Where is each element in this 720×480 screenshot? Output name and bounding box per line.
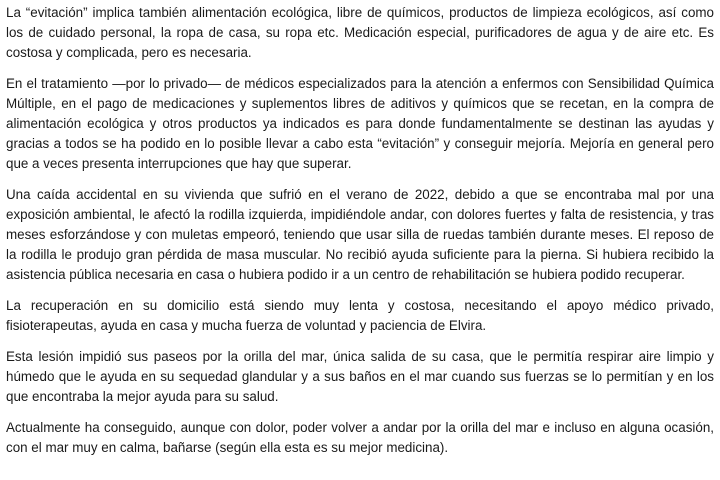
paragraph-tratamiento: En el tratamiento —por lo privado— de médicos especializados para la atención a enfermos con Sensibilidad Química Múltiple, en el pago de medicaciones y suplementos libres de aditivos y químicos que se recetan, en la compra de alimentación ecológica y otros productos ya indicados es para donde fundamentalmente se destinan las ayudas y gracias a todos se ha podido en lo posible llevar a cabo esta “evitación” y conseguir mejoría. Mejoría en general pero que a veces presenta interrupciones que hay que superar. <box>6 76 714 171</box>
paragraph-lesion-paseos: Esta lesión impidió sus paseos por la orilla del mar, única salida de su casa, que le permitía respirar aire limpio y húmedo que le ayuda en su sequedad glandular y a sus baños en el mar cuando sus fuerzas se lo permitían y en los que encontraba la mejor ayuda para su salud. <box>6 349 714 404</box>
paragraph-recuperacion: La recuperación en su domicilio está siendo muy lenta y costosa, necesitando el apoyo médico privado, fisioterapeutas, ayuda en casa y mucha fuerza de voluntad y paciencia de Elvira. <box>6 298 714 333</box>
paragraph-caida-accidental: Una caída accidental en su vivienda que sufrió en el verano de 2022, debido a que se encontraba mal por una exposición ambiental, le afectó la rodilla izquierda, impidiéndole andar, con dolores fuertes y falta de resistencia, y tras meses esforzándose y con muletas empeoró, teniendo que usar silla de ruedas también durante meses. El reposo de la rodilla le produjo gran pérdida de masa muscular. No recibió ayuda suficiente para la pierna. Si hubiera recibido la asistencia pública necesaria en casa o hubiera podido ir a un centro de rehabilitación se hubiera podido recuperar. <box>6 187 714 282</box>
paragraph-actualmente: Actualmente ha conseguido, aunque con dolor, poder volver a andar por la orilla del mar e incluso en alguna ocasión, con el mar muy en calma, bañarse (según ella esta es su mejor medicina). <box>6 420 714 455</box>
paragraph-evitacion: La “evitación” implica también alimentación ecológica, libre de químicos, productos de limpieza ecológicos, así como los de cuidado personal, la ropa de casa, su ropa etc. Medicación especial, purificadores de agua y de aire etc. Es costosa y complicada, pero es necesaria. <box>6 5 714 60</box>
